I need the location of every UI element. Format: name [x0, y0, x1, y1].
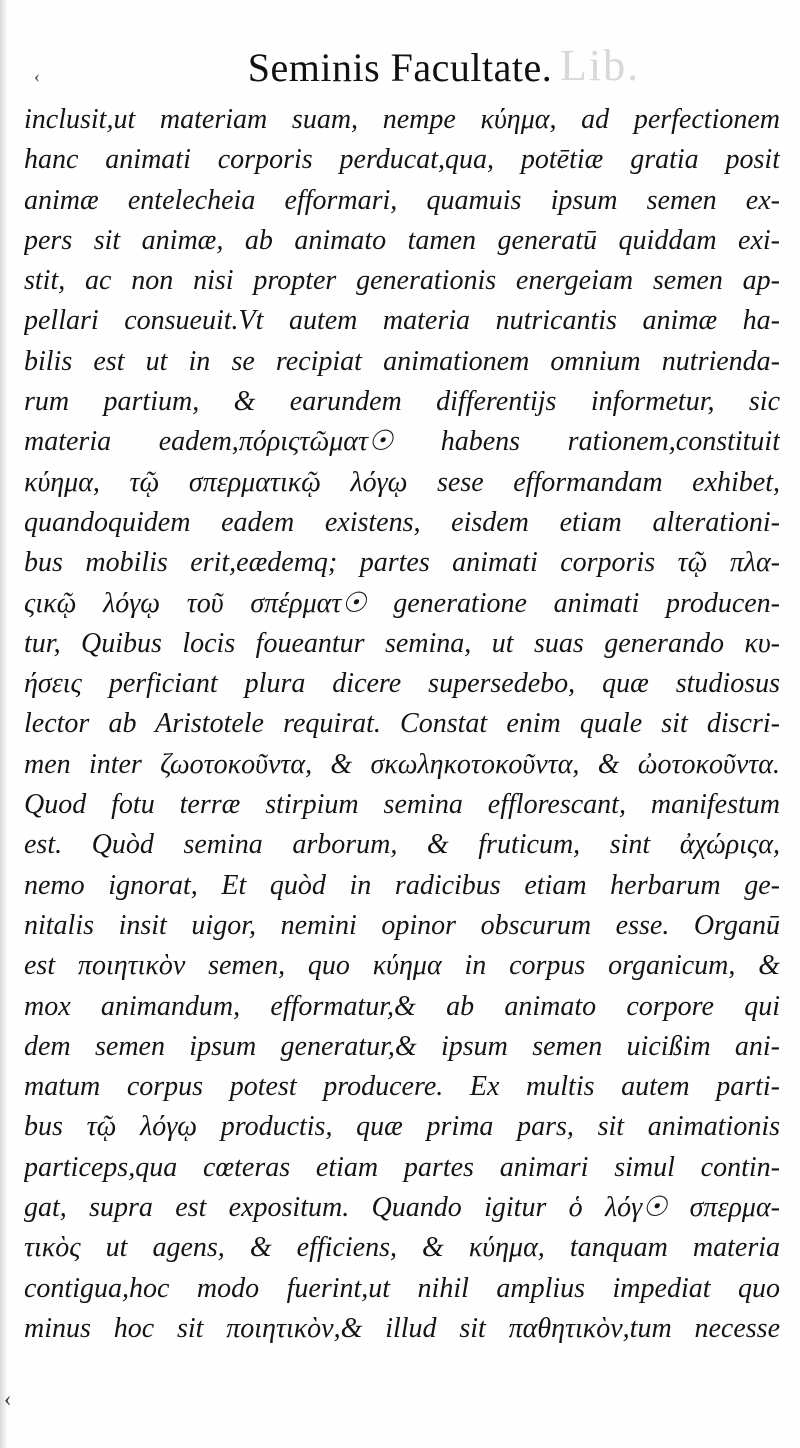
text-line: τικὸς ut agens, & efficiens, & κύημα, tanquam materia [24, 1232, 780, 1264]
text-line: bus τῷ λόγῳ productis, quæ prima pars, sit animationis [24, 1111, 780, 1143]
text-line: tur, Quibus locis foueantur semina, ut suas generando κυ- [24, 627, 780, 659]
margin-mark: ‹ [34, 66, 40, 86]
text-line: Quod fotu terræ stirpium semina efflorescant, manifestum [24, 789, 780, 821]
text-line: bilis est ut in se recipiat animationem omnium nutrienda- [24, 345, 780, 377]
page-gutter-shadow [0, 0, 8, 1448]
text-line: nitalis insit uigor, nemini opinor obscurum esse. Organū [24, 909, 780, 941]
text-line: quandoquidem eadem existens, eisdem etiam alterationi- [24, 506, 780, 538]
body-text [24, 100, 780, 1349]
text-line: inclusit,ut materiam suam, nempe κύημα, ad perfectionem [24, 104, 780, 135]
text-line: rum partium, & earundem differentijs informetur, sic [24, 386, 780, 418]
text-line: dem semen ipsum generatur,& ipsum semen uicißim ani- [24, 1030, 780, 1062]
text-line: lector ab Aristotele requirat. Constat enim quale sit discri- [24, 708, 780, 740]
text-line: κύημα, τῷ σπερματικῷ λόγῳ sese efformandam exhibet, [24, 466, 780, 498]
text-line: men inter ζωοτοκοῦντα, & σκωληκοτοκοῦντα, & ὠοτοκοῦντα. [24, 748, 780, 780]
text-line: pers sit animæ, ab animato tamen generatū quiddam exi- [24, 224, 780, 256]
text-line: pellari consueuit.Vt autem materia nutricantis animæ ha- [24, 305, 780, 337]
text-line: est. Quòd semina arborum, & fruticum, sint ἀχώριςα, [24, 829, 780, 861]
text-line: gat, supra est expositum. Quando igitur ὁ λόγ☉ σπερμα- [24, 1192, 780, 1224]
text-line: materia eadem,πόριςτῶματ☉ habens rationem,constituit [24, 426, 780, 458]
text-line: contigua,hoc modo fuerint,ut nihil amplius impediat quo [24, 1272, 780, 1304]
text-line: nemo ignorat, Et quòd in radicibus etiam herbarum ge- [24, 869, 780, 901]
text-line: minus hoc sit ποιητικὸν,& illud sit παθητικὸν,tum necesse [24, 1312, 780, 1344]
text-line: hanc animati corporis perducat,qua, potētiæ gratia posit [24, 144, 780, 176]
text-line: particeps,qua cœteras etiam partes animari simul contin- [24, 1151, 780, 1183]
text-line: ςικῷ λόγῳ τοῦ σπέρματ☉ generatione animati producen- [24, 587, 780, 619]
text-line: est ποιητικὸν semen, quo κύημα in corpus organicum, & [24, 950, 780, 982]
text-line: stit, ac non nisi propter generationis energeiam semen ap- [24, 265, 780, 297]
text-line: bus mobilis erit,eædemq; partes animati corporis τῷ πλα- [24, 547, 780, 579]
running-head: Seminis Facultate. [247, 45, 553, 90]
text-line: mox animandum, efformatur,& ab animato corpore qui [24, 990, 780, 1022]
text-line: matum corpus potest producere. Ex multis autem parti- [24, 1071, 780, 1103]
text-line: animæ entelecheia efformari, quamuis ipsum semen ex- [24, 184, 780, 216]
margin-mark: ‹ [4, 1386, 12, 1411]
bleed-through-text: Lib. [560, 41, 641, 90]
text-line: ήσεις perficiant plura dicere supersedebo, quæ studiosus [24, 668, 780, 700]
